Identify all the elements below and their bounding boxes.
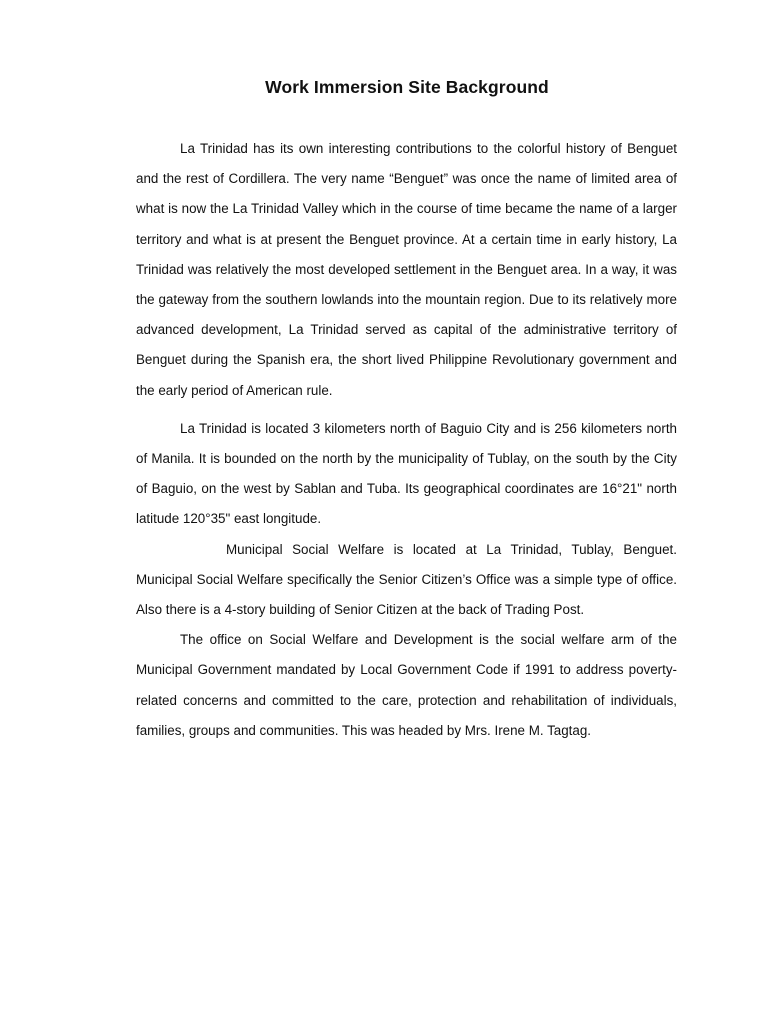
paragraph-mswd-mandate: The office on Social Welfare and Development is the social welfare arm of the Municipal Government mandated by Local Government Code if 1991 to address poverty-related concerns and committed to the care, protection and rehabilitation of individuals, families, groups and communities. This was headed by Mrs. Irene M. Tagtag.: [136, 632, 677, 738]
paragraph-location: La Trinidad is located 3 kilometers north of Baguio City and is 256 kilometers north of Manila. It is bounded on the north by the municipality of Tublay, on the south by the City of Baguio, on the west by Sablan and Tuba. Its geographical coordinates are 16°21" north latitude 120°35" east longitude.: [136, 420, 677, 527]
document-title: Work Immersion Site Background: [265, 77, 549, 97]
paragraph-social-welfare-office: Municipal Social Welfare is located at La Trinidad, Tublay, Benguet. Municipal Social Welfare specifically the Senior Citizen’s Office was a simple type of office. Also there is a 4-story building of Senior Citizen at the back of Trading Post.: [136, 541, 677, 618]
document-body: [136, 134, 677, 746]
paragraph-history: La Trinidad has its own interesting contributions to the colorful history of Benguet and the rest of Cordillera. The very name “Benguet” was once the name of limited area of what is now the La Trinidad Valley which in the course of time became the name of a larger territory and what is at present the Benguet province. At a certain time in early history, La Trinidad was relatively the most developed settlement in the Benguet area. In a way, it was the gateway from the southern lowlands into the mountain region. Due to its relatively more advanced development, La Trinidad served as capital of the administrative territory of Benguet during the Spanish era, the short lived Philippine Revolutionary government and the early period of American rule.: [136, 141, 677, 398]
